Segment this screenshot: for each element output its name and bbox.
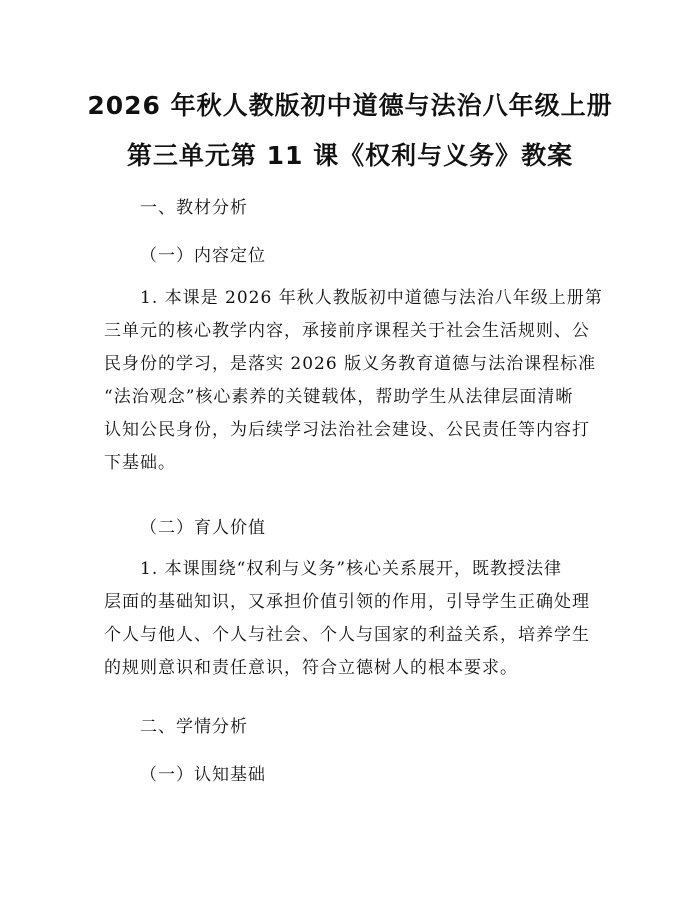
paragraph-line: 下基础。 bbox=[104, 453, 176, 473]
paragraph-line: 1. 本课围绕“权利与义务”核心关系展开，既教授法律 bbox=[140, 559, 563, 579]
paragraph-line: 认知公民身份，为后续学习法治社会建设、公民责任等内容打 bbox=[104, 420, 590, 440]
section-heading-textbook-analysis: 一、教材分析 bbox=[140, 198, 248, 218]
paragraph-line: “法治观念”核心素养的关键载体，帮助学生从法律层面清晰 bbox=[104, 387, 574, 407]
paragraph-line: 1. 本课是 2026 年秋人教版初中道德与法治八年级上册第 bbox=[140, 288, 603, 308]
paragraph-educational-value bbox=[104, 553, 602, 685]
paragraph-line: 层面的基础知识，又承担价值引领的作用，引导学生正确处理 bbox=[104, 592, 590, 612]
subsection-heading-cognitive-foundation: （一）认知基础 bbox=[140, 765, 266, 785]
paragraph-line: 三单元的核心教学内容，承接前序课程关于社会生活规则、公 bbox=[104, 321, 590, 341]
paragraph-line: 民身份的学习，是落实 2026 版义务教育道德与法治课程标准 bbox=[104, 354, 597, 374]
paragraph-content-positioning bbox=[104, 282, 602, 480]
document-title-line-2: 第三单元第 11 课《权利与义务》教案 bbox=[126, 141, 574, 170]
subsection-heading-educational-value: （二）育人价值 bbox=[140, 518, 266, 538]
paragraph-line: 的规则意识和责任意识，符合立德树人的根本要求。 bbox=[104, 658, 518, 678]
subsection-heading-content-positioning: （一）内容定位 bbox=[140, 246, 266, 266]
paragraph-line: 个人与他人、个人与社会、个人与国家的利益关系，培养学生 bbox=[104, 625, 590, 645]
document-title-line-1: 2026 年秋人教版初中道德与法治八年级上册 bbox=[87, 91, 613, 120]
section-heading-learning-analysis: 二、学情分析 bbox=[140, 717, 248, 737]
